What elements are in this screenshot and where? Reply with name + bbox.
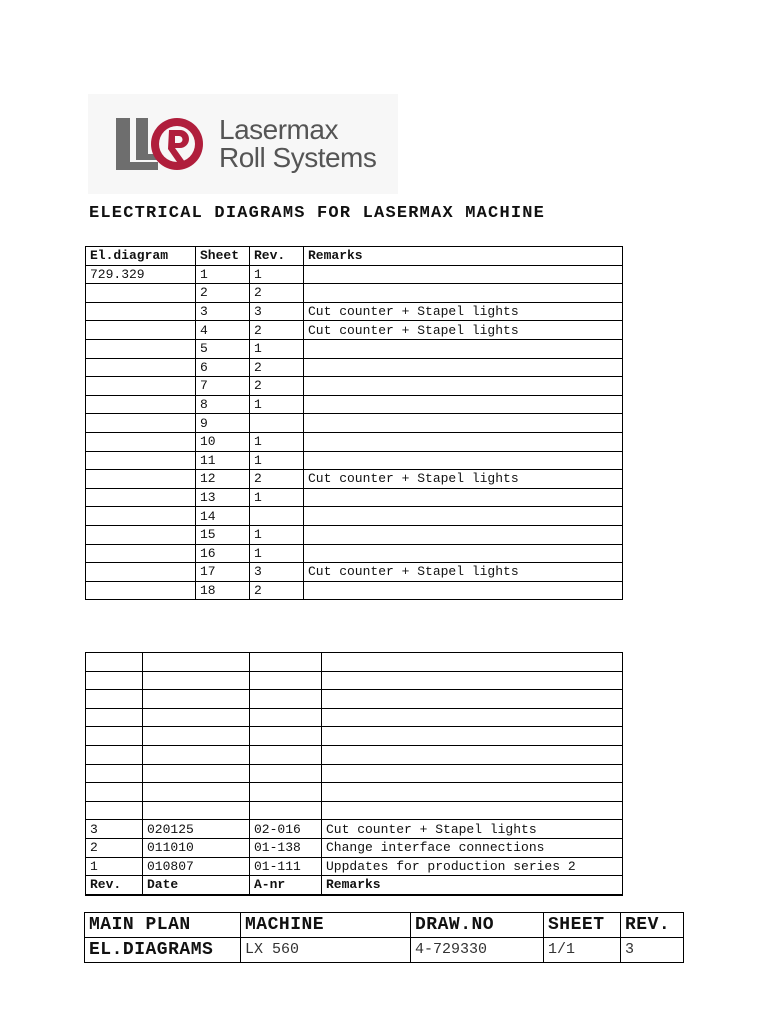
table-cell: 3 [196, 302, 250, 321]
revision-history-table [85, 652, 623, 896]
table-cell [86, 525, 196, 544]
table-row [86, 838, 623, 857]
table-cell [86, 488, 196, 507]
table-cell [304, 507, 623, 526]
table-cell: 7 [196, 377, 250, 396]
table-cell [86, 302, 196, 321]
table-cell [322, 783, 623, 802]
table-row [86, 708, 623, 727]
table-cell: 2 [250, 470, 304, 489]
table-row [86, 488, 623, 507]
table-cell: 729.329 [86, 265, 196, 284]
table-cell: 2 [250, 321, 304, 340]
table-cell [143, 745, 250, 764]
table-cell [304, 525, 623, 544]
table-row [86, 284, 623, 303]
table-cell [304, 339, 623, 358]
table-cell [86, 395, 196, 414]
table-cell: 1 [250, 265, 304, 284]
document-title: ELECTRICAL DIAGRAMS FOR LASERMAX MACHINE [89, 204, 546, 223]
table-cell: 020125 [143, 820, 250, 839]
table-cell: 2 [250, 581, 304, 600]
table-cell [250, 727, 322, 746]
table-row [86, 671, 623, 690]
table-cell [86, 470, 196, 489]
table-cell: 1 [250, 432, 304, 451]
table-cell [86, 377, 196, 396]
table-cell [304, 414, 623, 433]
table-cell: 14 [196, 507, 250, 526]
table-cell: Uppdates for production series 2 [322, 857, 623, 876]
table-cell [86, 783, 143, 802]
table-cell: 1 [196, 265, 250, 284]
label-machine: MACHINE [241, 913, 411, 938]
table-cell: 11 [196, 451, 250, 470]
col-header-el-diagram: El.diagram [86, 247, 196, 266]
table-row [86, 653, 623, 672]
table-cell [322, 653, 623, 672]
table-cell: 8 [196, 395, 250, 414]
company-logo [88, 94, 398, 194]
table-cell: 5 [196, 339, 250, 358]
table-cell [143, 801, 250, 820]
table-cell [86, 671, 143, 690]
table-row [86, 321, 623, 340]
table-cell: 10 [196, 432, 250, 451]
table-cell: 17 [196, 563, 250, 582]
table-cell [304, 451, 623, 470]
table-cell [86, 414, 196, 433]
table-cell [304, 377, 623, 396]
table-row [86, 358, 623, 377]
table-cell: 2 [250, 358, 304, 377]
table-cell: 1 [250, 488, 304, 507]
table-cell [143, 764, 250, 783]
table-cell [322, 727, 623, 746]
table-cell: 6 [196, 358, 250, 377]
table-row [86, 581, 623, 600]
table-cell: 02-016 [250, 820, 322, 839]
table-header-row [86, 247, 623, 266]
table-cell [250, 708, 322, 727]
table-cell [143, 783, 250, 802]
table-cell [86, 690, 143, 709]
table-cell: 3 [250, 563, 304, 582]
table-cell [250, 801, 322, 820]
table-cell: 1 [250, 339, 304, 358]
table-cell: Cut counter + Stapel lights [304, 302, 623, 321]
table-cell: 2 [196, 284, 250, 303]
table-row [86, 339, 623, 358]
table-cell: 1 [250, 544, 304, 563]
table-row [86, 563, 623, 582]
label-sheet: SHEET [544, 913, 621, 938]
table-cell [304, 265, 623, 284]
table-cell [250, 690, 322, 709]
revision-header-row [86, 876, 623, 895]
value-sheet: 1/1 [544, 938, 621, 963]
col-header-a-nr: A-nr [250, 876, 322, 895]
table-cell [322, 671, 623, 690]
value-el-diagrams: EL.DIAGRAMS [85, 938, 241, 963]
title-block-labels [85, 913, 684, 938]
table-cell [143, 671, 250, 690]
table-cell: 12 [196, 470, 250, 489]
table-row [86, 820, 623, 839]
logo-line-1: Lasermax [219, 114, 338, 145]
value-draw-no: 4-729330 [411, 938, 544, 963]
table-cell: 13 [196, 488, 250, 507]
table-cell [143, 690, 250, 709]
col-header-date: Date [143, 876, 250, 895]
table-cell [250, 671, 322, 690]
logo-wordmark [219, 116, 376, 172]
col-header-rev: Rev. [250, 247, 304, 266]
table-row [86, 727, 623, 746]
col-header-remarks: Remarks [322, 876, 623, 895]
table-cell [250, 783, 322, 802]
table-cell: 01-111 [250, 857, 322, 876]
table-cell [86, 507, 196, 526]
table-cell [143, 653, 250, 672]
table-cell [304, 488, 623, 507]
table-cell [250, 414, 304, 433]
table-row [86, 690, 623, 709]
table-cell: 15 [196, 525, 250, 544]
logo-line-2: Roll Systems [219, 142, 377, 173]
table-cell [86, 358, 196, 377]
table-cell [250, 507, 304, 526]
table-cell [86, 727, 143, 746]
label-rev: REV. [621, 913, 684, 938]
table-cell: 011010 [143, 838, 250, 857]
table-cell [304, 544, 623, 563]
table-cell: 18 [196, 581, 250, 600]
value-machine: LX 560 [241, 938, 411, 963]
table-cell [322, 690, 623, 709]
table-cell: 1 [86, 857, 143, 876]
table-cell [143, 708, 250, 727]
table-cell [304, 395, 623, 414]
table-row [86, 302, 623, 321]
table-cell: Cut counter + Stapel lights [304, 563, 623, 582]
table-cell [322, 764, 623, 783]
table-cell [86, 708, 143, 727]
label-draw-no: DRAW.NO [411, 913, 544, 938]
table-cell [86, 284, 196, 303]
table-cell: Cut counter + Stapel lights [304, 321, 623, 340]
table-row [86, 544, 623, 563]
table-cell [250, 745, 322, 764]
table-cell: 2 [86, 838, 143, 857]
diagram-sheet-table [85, 246, 623, 600]
table-cell: 4 [196, 321, 250, 340]
table-cell [86, 432, 196, 451]
table-cell [86, 544, 196, 563]
table-row [86, 857, 623, 876]
table-cell [250, 764, 322, 783]
table-row [86, 745, 623, 764]
table-cell: 01-138 [250, 838, 322, 857]
table-cell [86, 764, 143, 783]
title-block [84, 912, 684, 963]
table-cell: 1 [250, 525, 304, 544]
table-cell: Cut counter + Stapel lights [304, 470, 623, 489]
table-cell: Cut counter + Stapel lights [322, 820, 623, 839]
table-cell: 16 [196, 544, 250, 563]
table-cell: 2 [250, 377, 304, 396]
table-cell [322, 801, 623, 820]
lr-logo-mark-icon [114, 114, 209, 174]
table-cell [143, 727, 250, 746]
table-cell: 2 [250, 284, 304, 303]
value-rev: 3 [621, 938, 684, 963]
table-cell: Change interface connections [322, 838, 623, 857]
table-row [86, 783, 623, 802]
table-row [86, 414, 623, 433]
table-cell: 010807 [143, 857, 250, 876]
col-header-rev: Rev. [86, 876, 143, 895]
table-row [86, 801, 623, 820]
table-cell [86, 339, 196, 358]
table-cell [86, 801, 143, 820]
table-cell [304, 432, 623, 451]
table-row [86, 507, 623, 526]
table-row [86, 525, 623, 544]
table-cell [322, 745, 623, 764]
table-row [86, 377, 623, 396]
table-cell [250, 653, 322, 672]
table-row [86, 432, 623, 451]
title-block-values [85, 938, 684, 963]
table-cell [304, 284, 623, 303]
table-cell [304, 358, 623, 377]
table-cell [86, 745, 143, 764]
table-cell [304, 581, 623, 600]
table-cell [86, 653, 143, 672]
table-cell [86, 581, 196, 600]
table-row [86, 265, 623, 284]
table-cell: 3 [86, 820, 143, 839]
table-cell [86, 563, 196, 582]
table-row [86, 451, 623, 470]
label-main-plan: MAIN PLAN [85, 913, 241, 938]
table-cell: 3 [250, 302, 304, 321]
table-cell [86, 451, 196, 470]
table-cell: 1 [250, 451, 304, 470]
col-header-sheet: Sheet [196, 247, 250, 266]
table-row [86, 470, 623, 489]
table-row [86, 764, 623, 783]
table-cell: 1 [250, 395, 304, 414]
table-row [86, 395, 623, 414]
col-header-remarks: Remarks [304, 247, 623, 266]
table-cell [322, 708, 623, 727]
table-cell: 9 [196, 414, 250, 433]
table-cell [86, 321, 196, 340]
